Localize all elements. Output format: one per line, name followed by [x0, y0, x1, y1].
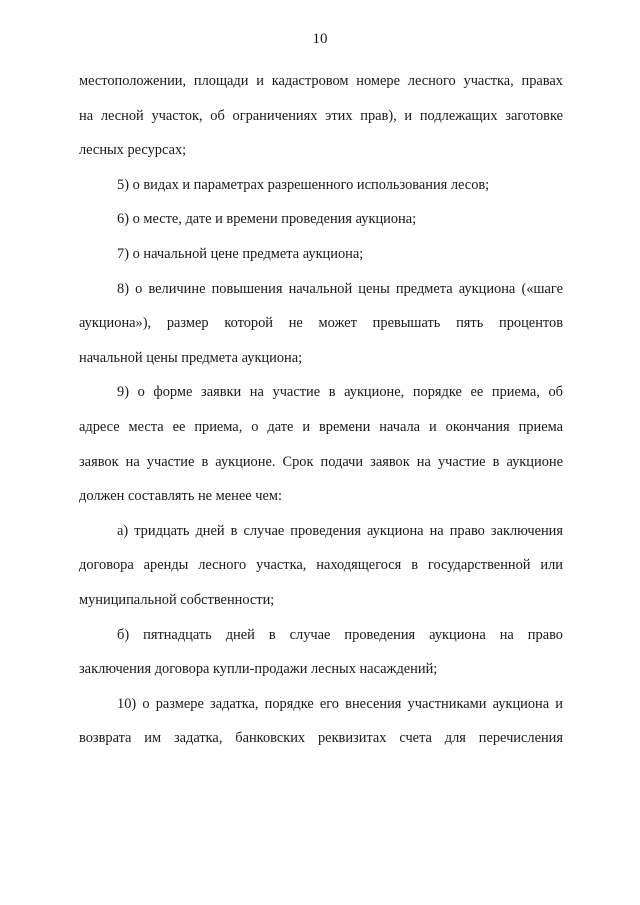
text-line: аукциона»), размер которой не может превышать пять процентов [79, 315, 563, 331]
text-line: 5) о видах и параметрах разрешенного использования лесов; [117, 177, 490, 193]
text-line: 8) о величине повышения начальной цены предмета аукциона («шаге [117, 281, 563, 297]
text-line: адресе места ее приема, о дате и времени начала и окончания приема [79, 419, 563, 435]
text-line: б) пятнадцать дней в случае проведения аукциона на право [117, 627, 563, 643]
text-line: договора аренды лесного участка, находящегося в государственной или [79, 557, 563, 573]
text-line: муниципальной собственности; [79, 592, 275, 608]
text-line: заключения договора купли-продажи лесных насаждений; [79, 661, 438, 677]
text-line: местоположении, площади и кадастровом номере лесного участка, правах [79, 73, 563, 89]
text-line: а) тридцать дней в случае проведения аукциона на право заключения [117, 523, 563, 539]
text-line: на лесной участок, об ограничениях этих прав), и подлежащих заготовке [79, 108, 563, 124]
text-line: заявок на участие в аукционе. Срок подачи заявок на участие в аукционе [79, 454, 563, 470]
text-line: 7) о начальной цене предмета аукциона; [117, 246, 364, 262]
text-line: возврата им задатка, банковских реквизитах счета для перечисления [79, 730, 563, 746]
text-line: лесных ресурсах; [79, 142, 187, 158]
page-number: 10 [312, 31, 328, 47]
text-line: должен составлять не менее чем: [79, 488, 282, 504]
text-line: 9) о форме заявки на участие в аукционе, порядке ее приема, об [117, 384, 563, 400]
text-line: 6) о месте, дате и времени проведения аукциона; [117, 211, 417, 227]
text-line: начальной цены предмета аукциона; [79, 350, 303, 366]
text-line: 10) о размере задатка, порядке его внесения участниками аукциона и [117, 696, 563, 712]
